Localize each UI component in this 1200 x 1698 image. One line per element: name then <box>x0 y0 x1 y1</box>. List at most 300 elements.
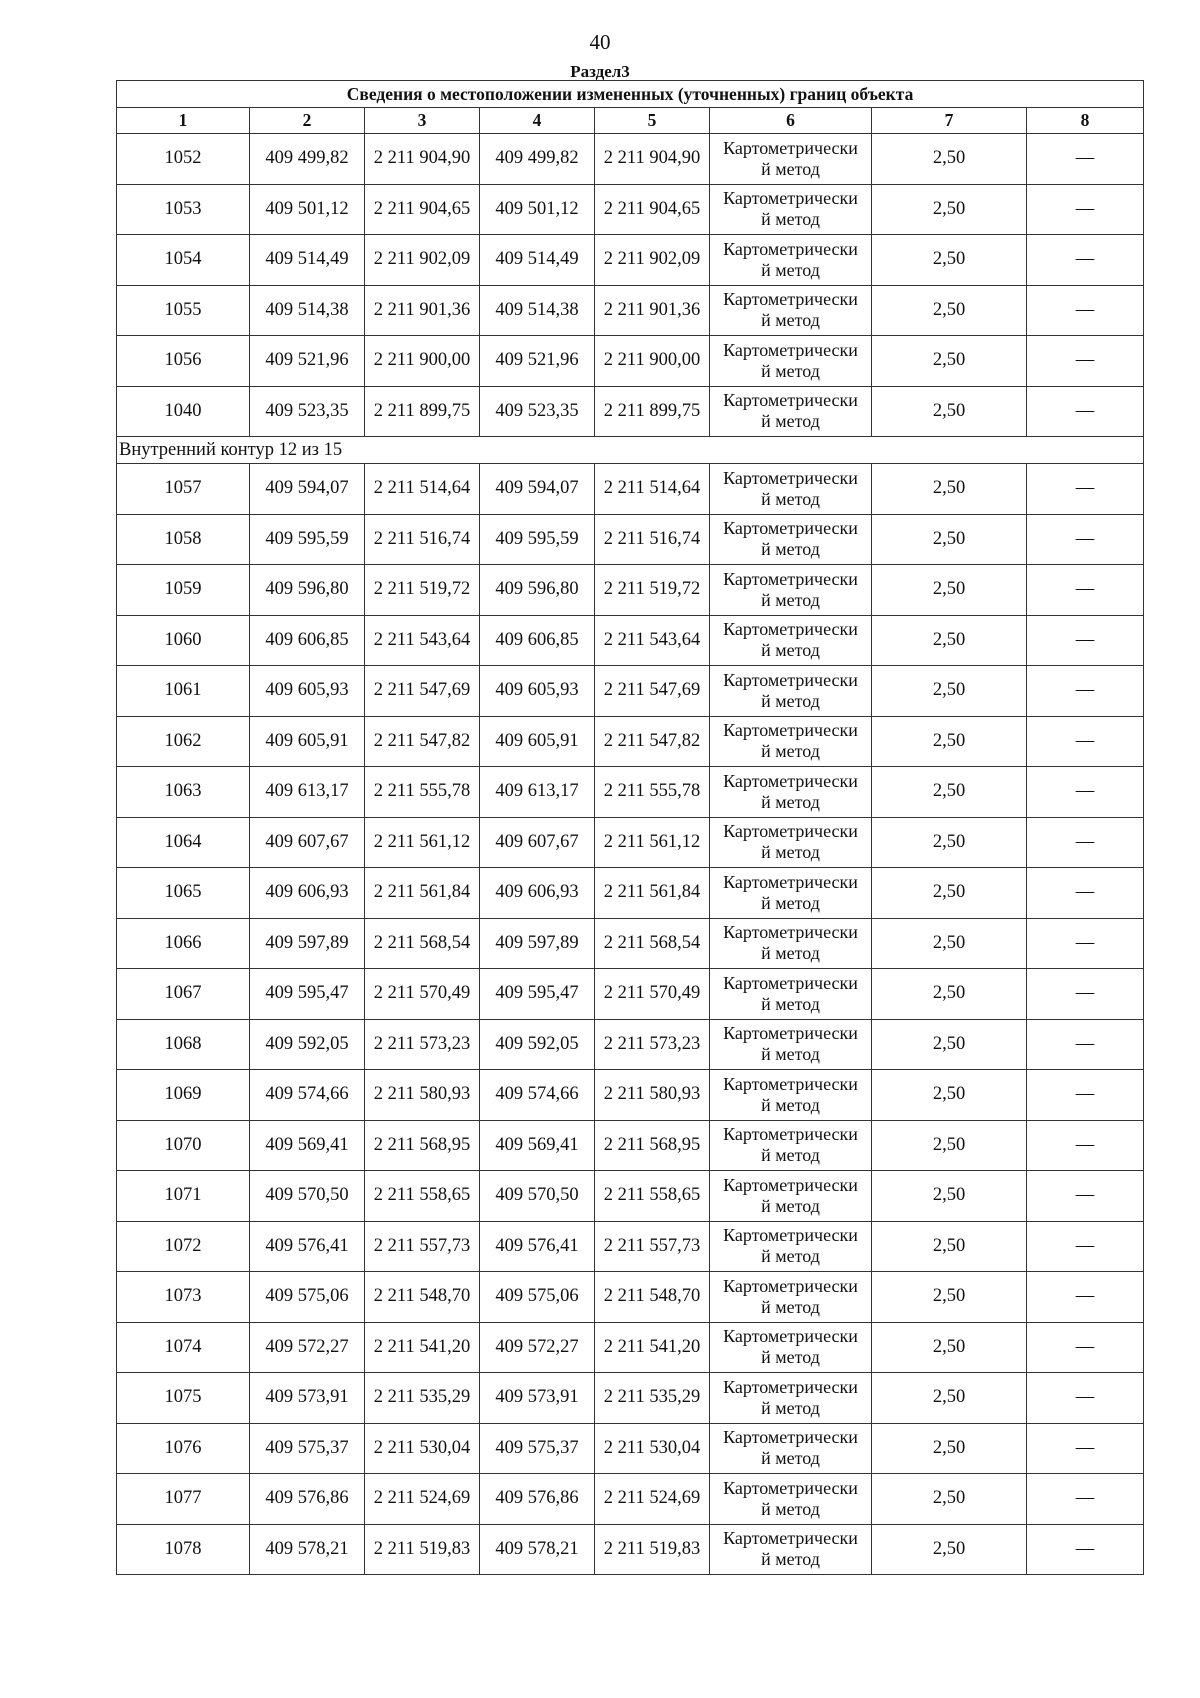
y-new-cell: 2 211 900,00 <box>595 336 710 387</box>
table-row <box>117 514 1144 565</box>
method-line: Картометрически <box>723 188 858 209</box>
table-row <box>117 1322 1144 1373</box>
column-number: 1 <box>117 108 250 134</box>
point-number-cell: 1078 <box>117 1524 250 1575</box>
description-cell: — <box>1027 666 1144 717</box>
accuracy-cell: 2,50 <box>872 1474 1027 1525</box>
y-new-cell: 2 211 519,83 <box>595 1524 710 1575</box>
x-new-cell: 409 594,07 <box>480 464 595 515</box>
section-title: Раздел3 <box>570 62 630 81</box>
table-row <box>117 817 1144 868</box>
method-cell <box>710 336 872 387</box>
method-cell <box>710 666 872 717</box>
x-existing-cell: 409 597,89 <box>250 918 365 969</box>
method-line: Картометрически <box>723 1528 858 1549</box>
y-existing-cell: 2 211 543,64 <box>365 615 480 666</box>
method-line: Картометрически <box>723 1477 858 1498</box>
method-line: й метод <box>761 1498 820 1519</box>
point-number-cell: 1060 <box>117 615 250 666</box>
y-new-cell: 2 211 902,09 <box>595 235 710 286</box>
y-existing-cell: 2 211 568,54 <box>365 918 480 969</box>
description-cell: — <box>1027 1373 1144 1424</box>
accuracy-cell: 2,50 <box>872 1171 1027 1222</box>
x-new-cell: 409 578,21 <box>480 1524 595 1575</box>
point-number-cell: 1069 <box>117 1070 250 1121</box>
column-number-row <box>117 108 1144 134</box>
method-line: Картометрически <box>723 720 858 741</box>
method-line: Картометрически <box>723 1124 858 1145</box>
description-cell: — <box>1027 565 1144 616</box>
y-new-cell: 2 211 561,12 <box>595 817 710 868</box>
method-line: й метод <box>761 259 820 280</box>
accuracy-cell: 2,50 <box>872 336 1027 387</box>
method-cell <box>710 1272 872 1323</box>
column-number: 5 <box>595 108 710 134</box>
description-cell: — <box>1027 134 1144 185</box>
accuracy-cell: 2,50 <box>872 817 1027 868</box>
x-existing-cell: 409 613,17 <box>250 767 365 818</box>
accuracy-cell: 2,50 <box>872 514 1027 565</box>
y-new-cell: 2 211 580,93 <box>595 1070 710 1121</box>
description-cell: — <box>1027 1272 1144 1323</box>
method-line: Картометрически <box>723 1225 858 1246</box>
y-existing-cell: 2 211 568,95 <box>365 1120 480 1171</box>
boundary-coordinates-table <box>116 80 1144 1575</box>
x-new-cell: 409 514,49 <box>480 235 595 286</box>
table-row <box>117 716 1144 767</box>
x-new-cell: 409 576,86 <box>480 1474 595 1525</box>
table-row <box>117 1019 1144 1070</box>
accuracy-cell: 2,50 <box>872 1524 1027 1575</box>
method-line: Картометрически <box>723 137 858 158</box>
accuracy-cell: 2,50 <box>872 1221 1027 1272</box>
table-row <box>117 134 1144 185</box>
x-new-cell: 409 514,38 <box>480 285 595 336</box>
y-new-cell: 2 211 541,20 <box>595 1322 710 1373</box>
y-existing-cell: 2 211 902,09 <box>365 235 480 286</box>
description-cell: — <box>1027 1221 1144 1272</box>
method-line: й метод <box>761 640 820 661</box>
contour-label: Внутренний контур 12 из 15 <box>117 437 1144 464</box>
y-existing-cell: 2 211 519,72 <box>365 565 480 616</box>
y-new-cell: 2 211 524,69 <box>595 1474 710 1525</box>
table-row <box>117 1373 1144 1424</box>
y-new-cell: 2 211 901,36 <box>595 285 710 336</box>
table-row <box>117 464 1144 515</box>
table-row <box>117 386 1144 437</box>
accuracy-cell: 2,50 <box>872 285 1027 336</box>
table-row <box>117 1474 1144 1525</box>
method-cell <box>710 817 872 868</box>
method-cell <box>710 285 872 336</box>
method-line: й метод <box>761 1094 820 1115</box>
point-number-cell: 1061 <box>117 666 250 717</box>
method-line: Картометрически <box>723 770 858 791</box>
point-number-cell: 1055 <box>117 285 250 336</box>
method-line: й метод <box>761 1296 820 1317</box>
method-line: Картометрически <box>723 1073 858 1094</box>
accuracy-cell: 2,50 <box>872 1272 1027 1323</box>
table-caption: Сведения о местоположении измененных (уточненных) границ объекта <box>117 81 1144 108</box>
y-existing-cell: 2 211 524,69 <box>365 1474 480 1525</box>
y-existing-cell: 2 211 558,65 <box>365 1171 480 1222</box>
table-row <box>117 235 1144 286</box>
description-cell: — <box>1027 285 1144 336</box>
method-line: й метод <box>761 1448 820 1469</box>
method-cell <box>710 969 872 1020</box>
point-number-cell: 1076 <box>117 1423 250 1474</box>
description-cell: — <box>1027 336 1144 387</box>
x-new-cell: 409 572,27 <box>480 1322 595 1373</box>
x-existing-cell: 409 596,80 <box>250 565 365 616</box>
y-existing-cell: 2 211 899,75 <box>365 386 480 437</box>
method-line: Картометрически <box>723 871 858 892</box>
method-cell <box>710 767 872 818</box>
method-cell <box>710 184 872 235</box>
table-row <box>117 285 1144 336</box>
table-row <box>117 336 1144 387</box>
point-number-cell: 1057 <box>117 464 250 515</box>
description-cell: — <box>1027 1524 1144 1575</box>
accuracy-cell: 2,50 <box>872 716 1027 767</box>
column-number: 4 <box>480 108 595 134</box>
method-line: й метод <box>761 310 820 331</box>
y-existing-cell: 2 211 516,74 <box>365 514 480 565</box>
table-row <box>117 969 1144 1020</box>
x-new-cell: 409 606,93 <box>480 868 595 919</box>
y-existing-cell: 2 211 580,93 <box>365 1070 480 1121</box>
method-cell <box>710 1474 872 1525</box>
description-cell: — <box>1027 1423 1144 1474</box>
x-existing-cell: 409 595,47 <box>250 969 365 1020</box>
table-row <box>117 1221 1144 1272</box>
table-row <box>117 1272 1144 1323</box>
x-new-cell: 409 521,96 <box>480 336 595 387</box>
method-line: Картометрически <box>723 390 858 411</box>
y-new-cell: 2 211 904,65 <box>595 184 710 235</box>
x-existing-cell: 409 572,27 <box>250 1322 365 1373</box>
method-line: й метод <box>761 589 820 610</box>
column-number: 7 <box>872 108 1027 134</box>
point-number-cell: 1077 <box>117 1474 250 1525</box>
method-line: Картометрически <box>723 289 858 310</box>
method-line: Картометрически <box>723 467 858 488</box>
accuracy-cell: 2,50 <box>872 1373 1027 1424</box>
method-cell <box>710 1423 872 1474</box>
x-existing-cell: 409 574,66 <box>250 1070 365 1121</box>
x-new-cell: 409 501,12 <box>480 184 595 235</box>
method-line: й метод <box>761 539 820 560</box>
accuracy-cell: 2,50 <box>872 666 1027 717</box>
y-existing-cell: 2 211 557,73 <box>365 1221 480 1272</box>
y-new-cell: 2 211 516,74 <box>595 514 710 565</box>
table-row <box>117 767 1144 818</box>
table-row <box>117 1423 1144 1474</box>
accuracy-cell: 2,50 <box>872 1019 1027 1070</box>
x-new-cell: 409 569,41 <box>480 1120 595 1171</box>
x-new-cell: 409 605,93 <box>480 666 595 717</box>
y-existing-cell: 2 211 904,65 <box>365 184 480 235</box>
y-new-cell: 2 211 561,84 <box>595 868 710 919</box>
x-new-cell: 409 592,05 <box>480 1019 595 1070</box>
x-new-cell: 409 499,82 <box>480 134 595 185</box>
x-existing-cell: 409 594,07 <box>250 464 365 515</box>
method-line: й метод <box>761 1246 820 1267</box>
table-row <box>117 565 1144 616</box>
contour-label-row <box>117 437 1144 464</box>
y-existing-cell: 2 211 901,36 <box>365 285 480 336</box>
x-new-cell: 409 605,91 <box>480 716 595 767</box>
table-row <box>117 1070 1144 1121</box>
point-number-cell: 1072 <box>117 1221 250 1272</box>
column-number: 3 <box>365 108 480 134</box>
x-new-cell: 409 595,59 <box>480 514 595 565</box>
point-number-cell: 1068 <box>117 1019 250 1070</box>
method-line: Картометрически <box>723 238 858 259</box>
accuracy-cell: 2,50 <box>872 615 1027 666</box>
point-number-cell: 1052 <box>117 134 250 185</box>
y-existing-cell: 2 211 570,49 <box>365 969 480 1020</box>
point-number-cell: 1062 <box>117 716 250 767</box>
description-cell: — <box>1027 868 1144 919</box>
x-new-cell: 409 570,50 <box>480 1171 595 1222</box>
description-cell: — <box>1027 514 1144 565</box>
point-number-cell: 1058 <box>117 514 250 565</box>
x-existing-cell: 409 576,41 <box>250 1221 365 1272</box>
x-existing-cell: 409 521,96 <box>250 336 365 387</box>
x-existing-cell: 409 578,21 <box>250 1524 365 1575</box>
y-new-cell: 2 211 547,69 <box>595 666 710 717</box>
method-line: й метод <box>761 690 820 711</box>
method-line: Картометрически <box>723 1174 858 1195</box>
point-number-cell: 1064 <box>117 817 250 868</box>
accuracy-cell: 2,50 <box>872 1322 1027 1373</box>
point-number-cell: 1074 <box>117 1322 250 1373</box>
method-cell <box>710 1322 872 1373</box>
x-existing-cell: 409 576,86 <box>250 1474 365 1525</box>
y-existing-cell: 2 211 514,64 <box>365 464 480 515</box>
point-number-cell: 1066 <box>117 918 250 969</box>
y-existing-cell: 2 211 519,83 <box>365 1524 480 1575</box>
method-line: Картометрически <box>723 619 858 640</box>
y-new-cell: 2 211 568,95 <box>595 1120 710 1171</box>
y-new-cell: 2 211 547,82 <box>595 716 710 767</box>
y-existing-cell: 2 211 561,84 <box>365 868 480 919</box>
accuracy-cell: 2,50 <box>872 918 1027 969</box>
accuracy-cell: 2,50 <box>872 1423 1027 1474</box>
method-line: й метод <box>761 488 820 509</box>
column-number: 8 <box>1027 108 1144 134</box>
accuracy-cell: 2,50 <box>872 969 1027 1020</box>
method-cell <box>710 1373 872 1424</box>
point-number-cell: 1075 <box>117 1373 250 1424</box>
x-existing-cell: 409 575,37 <box>250 1423 365 1474</box>
point-number-cell: 1071 <box>117 1171 250 1222</box>
y-existing-cell: 2 211 900,00 <box>365 336 480 387</box>
method-line: й метод <box>761 943 820 964</box>
y-existing-cell: 2 211 530,04 <box>365 1423 480 1474</box>
table-row <box>117 615 1144 666</box>
x-new-cell: 409 575,06 <box>480 1272 595 1323</box>
description-cell: — <box>1027 767 1144 818</box>
table-row <box>117 918 1144 969</box>
x-existing-cell: 409 605,93 <box>250 666 365 717</box>
x-new-cell: 409 613,17 <box>480 767 595 818</box>
y-new-cell: 2 211 557,73 <box>595 1221 710 1272</box>
description-cell: — <box>1027 615 1144 666</box>
table-row <box>117 1171 1144 1222</box>
y-new-cell: 2 211 519,72 <box>595 565 710 616</box>
method-line: й метод <box>761 1195 820 1216</box>
x-existing-cell: 409 573,91 <box>250 1373 365 1424</box>
description-cell: — <box>1027 1474 1144 1525</box>
method-line: Картометрически <box>723 821 858 842</box>
y-new-cell: 2 211 535,29 <box>595 1373 710 1424</box>
x-new-cell: 409 575,37 <box>480 1423 595 1474</box>
description-cell: — <box>1027 1120 1144 1171</box>
accuracy-cell: 2,50 <box>872 235 1027 286</box>
method-line: й метод <box>761 1145 820 1166</box>
y-existing-cell: 2 211 573,23 <box>365 1019 480 1070</box>
x-existing-cell: 409 514,38 <box>250 285 365 336</box>
y-existing-cell: 2 211 548,70 <box>365 1272 480 1323</box>
y-existing-cell: 2 211 541,20 <box>365 1322 480 1373</box>
method-cell <box>710 514 872 565</box>
x-existing-cell: 409 606,85 <box>250 615 365 666</box>
x-new-cell: 409 607,67 <box>480 817 595 868</box>
x-existing-cell: 409 570,50 <box>250 1171 365 1222</box>
accuracy-cell: 2,50 <box>872 386 1027 437</box>
y-existing-cell: 2 211 535,29 <box>365 1373 480 1424</box>
table-row <box>117 1524 1144 1575</box>
x-existing-cell: 409 595,59 <box>250 514 365 565</box>
description-cell: — <box>1027 1019 1144 1070</box>
description-cell: — <box>1027 386 1144 437</box>
table-row <box>117 666 1144 717</box>
y-new-cell: 2 211 573,23 <box>595 1019 710 1070</box>
x-new-cell: 409 523,35 <box>480 386 595 437</box>
method-line: й метод <box>761 1347 820 1368</box>
method-line: й метод <box>761 892 820 913</box>
accuracy-cell: 2,50 <box>872 767 1027 818</box>
method-line: Картометрически <box>723 922 858 943</box>
point-number-cell: 1067 <box>117 969 250 1020</box>
method-cell <box>710 1171 872 1222</box>
method-cell <box>710 1120 872 1171</box>
method-cell <box>710 235 872 286</box>
description-cell: — <box>1027 817 1144 868</box>
method-line: й метод <box>761 741 820 762</box>
point-number-cell: 1053 <box>117 184 250 235</box>
method-line: й метод <box>761 842 820 863</box>
point-number-cell: 1054 <box>117 235 250 286</box>
x-existing-cell: 409 514,49 <box>250 235 365 286</box>
x-existing-cell: 409 499,82 <box>250 134 365 185</box>
method-cell <box>710 868 872 919</box>
y-new-cell: 2 211 570,49 <box>595 969 710 1020</box>
accuracy-cell: 2,50 <box>872 1070 1027 1121</box>
y-new-cell: 2 211 555,78 <box>595 767 710 818</box>
method-cell <box>710 716 872 767</box>
point-number-cell: 1059 <box>117 565 250 616</box>
method-line: Картометрически <box>723 1427 858 1448</box>
y-new-cell: 2 211 568,54 <box>595 918 710 969</box>
x-new-cell: 409 597,89 <box>480 918 595 969</box>
description-cell: — <box>1027 464 1144 515</box>
table-row <box>117 868 1144 919</box>
point-number-cell: 1070 <box>117 1120 250 1171</box>
y-new-cell: 2 211 904,90 <box>595 134 710 185</box>
method-cell <box>710 1019 872 1070</box>
column-number: 2 <box>250 108 365 134</box>
accuracy-cell: 2,50 <box>872 464 1027 515</box>
y-existing-cell: 2 211 555,78 <box>365 767 480 818</box>
description-cell: — <box>1027 1171 1144 1222</box>
y-new-cell: 2 211 899,75 <box>595 386 710 437</box>
y-existing-cell: 2 211 904,90 <box>365 134 480 185</box>
column-number: 6 <box>710 108 872 134</box>
point-number-cell: 1065 <box>117 868 250 919</box>
method-cell <box>710 565 872 616</box>
method-cell <box>710 1070 872 1121</box>
accuracy-cell: 2,50 <box>872 868 1027 919</box>
method-cell <box>710 464 872 515</box>
x-existing-cell: 409 605,91 <box>250 716 365 767</box>
x-new-cell: 409 574,66 <box>480 1070 595 1121</box>
y-new-cell: 2 211 548,70 <box>595 1272 710 1323</box>
accuracy-cell: 2,50 <box>872 184 1027 235</box>
method-line: Картометрически <box>723 1275 858 1296</box>
point-number-cell: 1040 <box>117 386 250 437</box>
method-line: Картометрически <box>723 568 858 589</box>
y-new-cell: 2 211 530,04 <box>595 1423 710 1474</box>
accuracy-cell: 2,50 <box>872 565 1027 616</box>
x-existing-cell: 409 523,35 <box>250 386 365 437</box>
method-line: Картометрически <box>723 518 858 539</box>
point-number-cell: 1063 <box>117 767 250 818</box>
table-row <box>117 184 1144 235</box>
page-number: 40 <box>589 30 611 54</box>
method-cell <box>710 134 872 185</box>
x-existing-cell: 409 607,67 <box>250 817 365 868</box>
method-line: й метод <box>761 993 820 1014</box>
table-row <box>117 1120 1144 1171</box>
method-line: Картометрически <box>723 1326 858 1347</box>
method-cell <box>710 615 872 666</box>
method-line: Картометрически <box>723 339 858 360</box>
x-existing-cell: 409 569,41 <box>250 1120 365 1171</box>
method-cell <box>710 386 872 437</box>
table-caption-row <box>117 81 1144 108</box>
method-line: й метод <box>761 1549 820 1570</box>
x-new-cell: 409 606,85 <box>480 615 595 666</box>
x-existing-cell: 409 501,12 <box>250 184 365 235</box>
accuracy-cell: 2,50 <box>872 1120 1027 1171</box>
method-line: й метод <box>761 791 820 812</box>
description-cell: — <box>1027 716 1144 767</box>
y-new-cell: 2 211 543,64 <box>595 615 710 666</box>
y-new-cell: 2 211 558,65 <box>595 1171 710 1222</box>
y-existing-cell: 2 211 547,69 <box>365 666 480 717</box>
description-cell: — <box>1027 184 1144 235</box>
description-cell: — <box>1027 1322 1144 1373</box>
method-line: й метод <box>761 360 820 381</box>
method-cell <box>710 1524 872 1575</box>
method-line: Картометрически <box>723 972 858 993</box>
y-existing-cell: 2 211 561,12 <box>365 817 480 868</box>
description-cell: — <box>1027 918 1144 969</box>
x-new-cell: 409 595,47 <box>480 969 595 1020</box>
